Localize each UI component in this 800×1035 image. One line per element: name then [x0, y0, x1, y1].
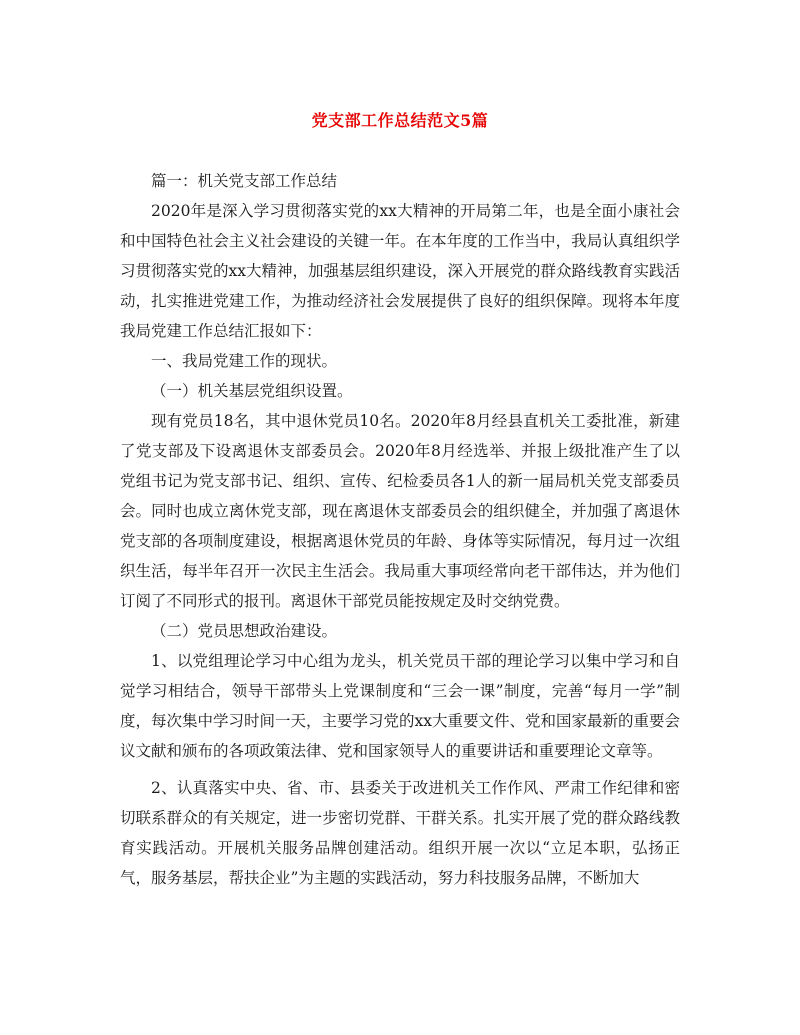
document-title: 党支部工作总结范文5篇	[311, 111, 489, 130]
paragraph-members: 现有党员18名，其中退休党员10名。2020年8月经县直机关工委批准，新建了党支部及下设离退休支部委员会。2020年8月经选举、并报上级批准产生了以党组书记为党支部书记、组织、宣传、纪检委员各1人的新一届局机关党支部委员会。同时也成立离休党支部，现在离退休支部委员会的组织健全，并加强了离退休党支部的各项制度建设，根据离退休党员的年龄、身体等实际情况，每月过一次组织生活，每半年召开一次民主生活会。我局重大事项经常向老干部伟达，并为他们订阅了不同形式的报刊。离退休干部党员能按规定及时交纳党费。	[120, 412, 680, 610]
paragraph-item-2: 2、认真落实中央、省、市、县委关于改进机关工作作风、严肃工作纪律和密切联系群众的有关规定，进一步密切党群、干群关系。扎实开展了党的群众路线教育实践活动。开展机关服务品牌创建活动。组织开展一次以“立足本职，弘扬正气，服务基层，帮扶企业”为主题的实践活动，努力科技服务品牌，不断加大	[120, 779, 680, 887]
subsection-heading-organization: （一）机关基层党组织设置。	[151, 382, 353, 400]
paragraph-item-1: 1、以党组理论学习中心组为龙头，机关党员干部的理论学习以集中学习和自觉学习相结合，领导干部带头上党课制度和“三会一课”制度，完善“每月一学”制度，每次集中学习时间一天，主要学习党的xx大重要文件、党和国家最新的重要会议文献和颁布的各项政策法律、党和国家领导人的重要讲话和重要理论文章等。	[120, 652, 680, 760]
document-body	[120, 166, 680, 893]
subsection-heading-ideology: （二）党员思想政治建设。	[151, 622, 338, 640]
section-heading-current-status: 一、我局党建工作的现状。	[151, 352, 338, 370]
section-heading-1: 篇一：机关党支部工作总结	[151, 172, 338, 190]
paragraph-intro: 2020年是深入学习贯彻落实党的xx大精神的开局第二年，也是全面小康社会和中国特色社会主义社会建设的关键一年。在本年度的工作当中，我局认真组织学习贯彻落实党的xx大精神，加强基层组织建设，深入开展党的群众路线教育实践活动，扎实推进党建工作，为推动经济社会发展提供了良好的组织保障。现将本年度我局党建工作总结汇报如下：	[120, 202, 680, 340]
